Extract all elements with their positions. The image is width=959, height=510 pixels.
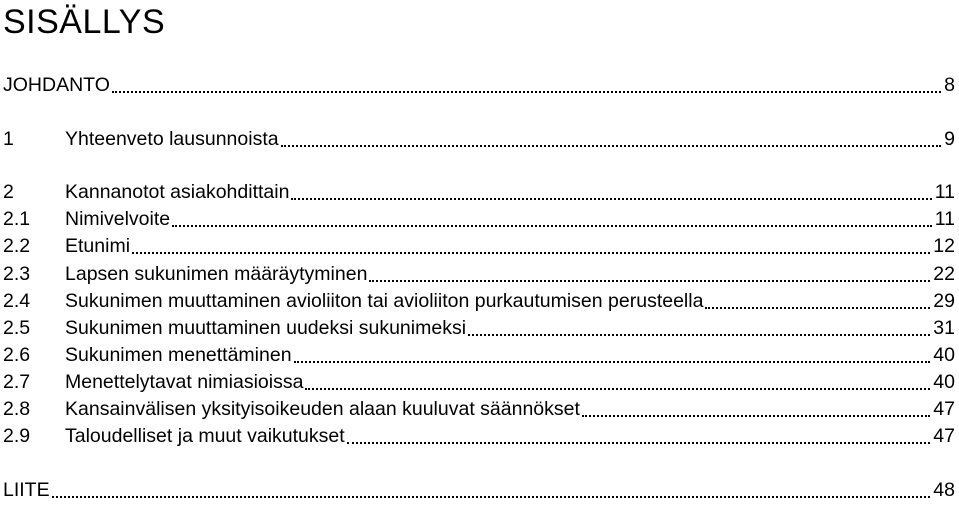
toc-entry-number: 2.8 <box>3 398 31 420</box>
toc-entry-text: Sukunimen muuttaminen avioliiton tai avioliiton purkautumisen perusteella <box>65 290 704 312</box>
toc-entry-number: 2.5 <box>3 317 31 339</box>
dot-leader <box>305 371 930 391</box>
toc-entry-page: 11 <box>934 208 955 230</box>
dot-leader <box>281 128 942 148</box>
toc-entry-page: 48 <box>933 479 955 501</box>
toc-entry-2-2[interactable] <box>3 233 955 259</box>
toc-entry-page: 8 <box>944 74 955 96</box>
dot-leader <box>132 235 930 255</box>
toc-entry-number: 2.2 <box>3 235 31 257</box>
toc-entry-2-7[interactable] <box>3 369 955 395</box>
toc-entry-text: LIITE <box>3 479 50 501</box>
dot-leader <box>582 398 930 418</box>
dot-leader <box>52 479 931 499</box>
dot-leader <box>468 317 930 337</box>
toc-entry-number: 2.7 <box>3 371 31 393</box>
toc-entry-page: 47 <box>933 398 955 420</box>
toc-entry-text: Etunimi <box>65 235 131 257</box>
toc-entry-page: 40 <box>933 344 955 366</box>
toc-entry-2-5[interactable] <box>3 315 955 341</box>
dot-leader <box>172 208 932 228</box>
toc-entry-number: 1 <box>3 128 14 150</box>
toc-entry-number: 2.3 <box>3 263 31 285</box>
toc-entry-page: 31 <box>933 317 955 339</box>
toc-entry-page: 22 <box>933 263 955 285</box>
toc-entry-text: Sukunimen muuttaminen uudeksi sukunimeksi <box>65 317 467 339</box>
toc-entry-2-6[interactable] <box>3 342 955 368</box>
toc-entry-number: 2 <box>3 181 14 203</box>
toc-entry-number: 2.4 <box>3 290 31 312</box>
toc-entry-page: 29 <box>933 290 955 312</box>
dot-leader <box>347 425 931 445</box>
toc-entry-number: 2.1 <box>3 208 31 230</box>
dot-leader <box>705 290 930 310</box>
toc-entry-2-4[interactable] <box>3 288 955 314</box>
toc-entry-number: 2.9 <box>3 425 31 447</box>
toc-entry-johdanto[interactable] <box>3 72 955 98</box>
toc-entry-page: 9 <box>944 128 955 150</box>
page-title: SISÄLLYS <box>3 3 166 41</box>
toc-entry-2-3[interactable] <box>3 261 955 287</box>
toc-entry-text: Menettelytavat nimiasioissa <box>65 371 304 393</box>
toc-entry-page: 47 <box>933 425 955 447</box>
toc-entry-2-9[interactable] <box>3 423 955 449</box>
dot-leader <box>294 344 931 364</box>
dot-leader <box>112 74 941 94</box>
toc-entry-2-8[interactable] <box>3 396 955 422</box>
toc-entry-1[interactable] <box>3 126 955 152</box>
toc-entry-2[interactable] <box>3 179 955 205</box>
toc-entry-text: Kansainvälisen yksityisoikeuden alaan kuuluvat säännökset <box>65 398 580 420</box>
toc-entry-text: Yhteenveto lausunnoista <box>65 128 279 150</box>
toc-entry-text: Nimivelvoite <box>65 208 171 230</box>
dot-leader <box>369 263 930 283</box>
toc-entry-page: 12 <box>933 235 955 257</box>
toc-entry-text: Sukunimen menettäminen <box>65 344 292 366</box>
dot-leader <box>291 181 931 201</box>
toc-entry-page: 11 <box>934 181 955 203</box>
toc-entry-text: Taloudelliset ja muut vaikutukset <box>65 425 345 447</box>
toc-entry-page: 40 <box>933 371 955 393</box>
toc-entry-text: Kannanotot asiakohdittain <box>65 181 290 203</box>
toc-entry-liite[interactable] <box>3 477 955 503</box>
toc-entry-text: JOHDANTO <box>3 74 110 96</box>
toc-entry-2-1[interactable] <box>3 206 955 232</box>
toc-entry-number: 2.6 <box>3 344 31 366</box>
toc-entry-text: Lapsen sukunimen määräytyminen <box>65 263 368 285</box>
